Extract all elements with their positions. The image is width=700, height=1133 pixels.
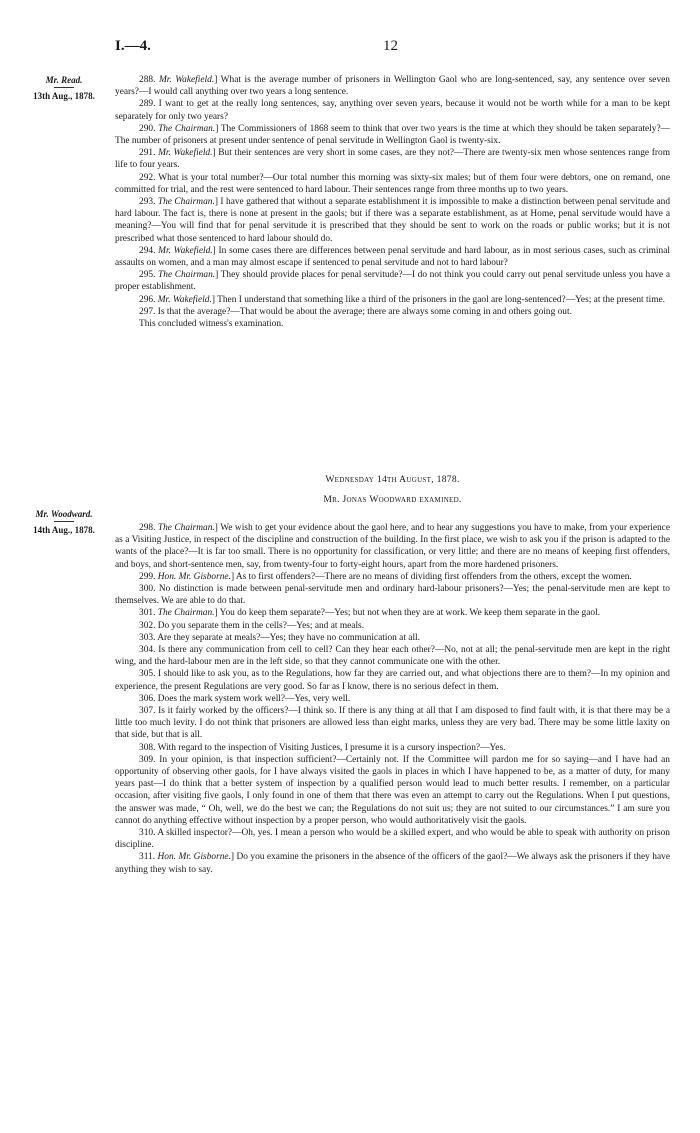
paragraph-305: 305. I should like to ask you, as to the Regulations, how far they are carried out, and what objections there are to them?—In my opinion and experience, the present Regulations are very good. So far as I know, there is no serious defect in them. (115, 669, 670, 692)
document-reference: I.—4. (115, 38, 151, 54)
paragraph-297: 297. Is that the average?—That would be about the average; there are always some coming in and others going out. (139, 306, 572, 317)
page-number: 12 (383, 38, 398, 54)
testimony-read (115, 74, 670, 330)
margin-divider (54, 521, 74, 522)
margin-witness-name: Mr. Woodward. (35, 509, 93, 519)
paragraph-303: 303. Are they separate at meals?—Yes; they have no communication at all. (139, 632, 420, 643)
paragraph-301: 301. The Chairman.] You do keep them separate?—Yes; but not when they are at work. We keep them separate in the gaol. (139, 608, 601, 619)
paragraph-292: 292. What is your total number?—Our total number this morning was sixty-six males; but of them four were debtors, one on remand, one committed for trial, and the rest were sentenced to hard labour. Their sentences range from three months up to two years. (115, 172, 670, 195)
speaker-name: The Chairman. (158, 123, 216, 134)
paragraph-304: 304. Is there any communication from cell to cell? Can they hear each other?—No, not at all; the penal-servitude men are kept in the right wing, and the hard-labour men are in the left side, so that they cannot communicate one with the other. (115, 645, 670, 668)
concluding-note: This concluded witness's examination. (139, 319, 284, 330)
paragraph-308: 308. With regard to the inspection of Visiting Justices, I presume it is a cursory inspection?—Yes. (139, 742, 506, 753)
margin-date: 14th Aug., 1878. (33, 525, 95, 535)
paragraph-300: 300. No distinction is made between penal-servitude men and ordinary hard-labour prisoners?—Yes; the penal-servitude men are kept to themselves. We are able to do that. (115, 584, 670, 607)
paragraph-310: 310. A skilled inspector?—Oh, yes. I mean a person who would be a skilled expert, and who would be able to speak with authority on prison discipline. (115, 828, 670, 851)
speaker-name: The Chairman. (157, 197, 215, 208)
paragraph-309: 309. In your opinion, is that inspection sufficient?—Certainly not. If the Committee will pardon me for so saying—and I have had an opportunity of observing other gaols, for I have always visited the gaols in places in which I have happened to be, as a matter of duty, for many years past—I do think that a better system of inspection by a qualified person would lead to much better results. I remember, on a particular occasion, after visiting five gaols, I only found in one of them that there was even an attempt to carry out the Regulations. When I put questions, the answer was made, “ Oh, well, we do the best we can; the Regulations do not suit us; they are not suited to our circumstances.” I am sure you cannot do anything effective without inspection by a proper person, who would authoritatively visit the gaols. (115, 754, 670, 826)
session-date-heading: Wednesday 14th August, 1878. (325, 474, 460, 485)
margin-date: 13th Aug., 1878. (33, 91, 95, 101)
paragraph-290: 290. The Chairman.] The Commissioners of 1868 seem to think that over two years is the time at which they should be taken separately?—The number of prisoners at present under sentence of penal servitude in Wellington Gaol is twenty-six. (115, 123, 671, 147)
margin-note-read (18, 74, 110, 102)
speaker-name: Mr. Wakefield. (158, 75, 215, 85)
speaker-name: The Chairman. (157, 608, 215, 619)
margin-divider (54, 87, 74, 88)
paragraph-298: 298. The Chairman.] We wish to get your evidence about the gaol here, and to hear any suggestions you have to make, from your experience as a Visiting Justice, in respect of the discipline and construction of the building. In the first place, we wish to ask you if the prison is adapted to the wants of the place?—It is far too small. There is no opportunity for classification, or very little; and there are no means of keeping first offenders, and boys, and short-sentence men, say, from twenty-four to forty-eight hours, apart from the more hardened prisoners. (115, 523, 671, 570)
paragraph-295: 295. The Chairman.] They should provide places for penal servitude?—I do not think you could carry out penal servitude unless you have a proper establishment. (115, 270, 671, 293)
paragraph-299: 299. Hon. Mr. Gisborne.] As to first offenders?—There are no means of dividing first offenders from the others, except the women. (139, 571, 632, 582)
speaker-name: Mr. Wakefield. (158, 245, 213, 256)
speaker-name: Hon. Mr. Gisborne. (157, 852, 231, 863)
paragraph-307: 307. Is it fairly worked by the officers?—I think so. If there is any thing at all that I am disposed to find fault with, it is that there may be a little too much levity. I do not think that prisoners are allowed less than eight marks, unless they are very bad. There may be some little laxity on that side, but that is all. (115, 706, 670, 741)
speaker-name: Mr. Wakefield. (158, 148, 213, 159)
paragraph-293: 293. The Chairman.] I have gathered that without a separate establishment it is impossible to make a distinction between penal servitude and hard labour. The fact is, there is none at present in the gaols; but if there was a separate establishment, as at Home, penal servitude would have a meaning?—You will find that for penal servitude it is prescribed that they should be sent to work on the roads or public works; but it is not prescribed what those sentenced to hard labour should do. (115, 197, 671, 244)
witness-heading: Mr. Jonas Woodward examined. (323, 494, 462, 505)
speaker-name: Mr. Wakefield. (157, 294, 212, 305)
paragraph-294: 294. Mr. Wakefield.] In some cases there are differences between penal servitude and hard labour, as in most serious cases, such as criminal assaults on women, and a man may almost escape if sentenced to penal servitude and not to hard labour? (115, 245, 670, 269)
testimony-woodward (115, 522, 670, 876)
paragraph-288: 288. Mr. Wakefield.] What is the average number of prisoners in Wellington Gaol who are long-sentenced, say, any sentence over seven years?—I would call anything over two years a long sentence. (115, 75, 670, 98)
speaker-name: The Chairman. (157, 523, 215, 533)
paragraph-302: 302. Do you separate them in the cells?—Yes; and at meals. (139, 620, 365, 631)
margin-witness-name: Mr. Read. (45, 75, 83, 85)
margin-note-woodward (18, 508, 110, 536)
paragraph-296: 296. Mr. Wakefield.] Then I understand that something like a third of the prisoners in the gaol are long-sentenced?—Yes; at the present time. (139, 294, 666, 305)
speaker-name: Hon. Mr. Gisborne. (157, 571, 231, 582)
running-header (115, 38, 585, 58)
paragraph-289: 289. I want to get at the really long sentences, say, anything over seven years, because it would not be worth while for a man to be kept separately for only two years? (115, 99, 670, 122)
paragraph-311: 311. Hon. Mr. Gisborne.] Do you examine the prisoners in the absence of the officers of the gaol?—We always ask the prisoners if they have anything they wish to say. (115, 852, 670, 875)
speaker-name: The Chairman. (158, 270, 216, 281)
paragraph-291: 291. Mr. Wakefield.] But their sentences are very short in some cases, are they not?—There are twenty-six men whose sentences range from life to four years. (115, 148, 670, 171)
paragraph-306: 306. Does the mark system work well?—Yes, very well. (139, 693, 351, 704)
